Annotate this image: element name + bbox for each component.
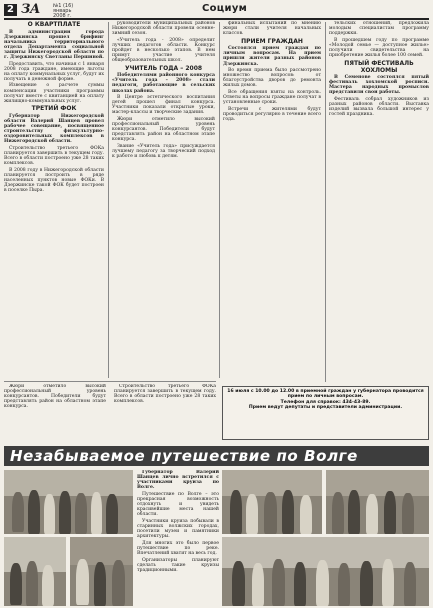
article-paragraph: Строительство третьего ФОКа планируется завершить в текущем году. Всего в области построено уже 28 таких комплексов. bbox=[114, 384, 216, 405]
column-divider bbox=[108, 22, 109, 378]
column-1 bbox=[4, 21, 104, 378]
newspaper-logo: ЗА bbox=[21, 2, 40, 17]
column-3 bbox=[223, 21, 321, 381]
column-4 bbox=[329, 21, 429, 381]
article-title: ПЯТЫЙ ФЕСТИВАЛЬ ХОХЛОМЫ bbox=[344, 59, 414, 74]
article-paragraph: Фестиваль собрал художников из разных районов области. Выставка изделий вызвала большой интерес у гостей праздника. bbox=[329, 97, 429, 118]
photo-meeting bbox=[70, 537, 133, 606]
page-number: 2 bbox=[4, 4, 17, 16]
article-paragraph: Строительство третьего ФОКа планируется завершить в текущем году. Всего в области построено уже 28 таких комплексов. bbox=[4, 145, 104, 167]
photo-deck bbox=[4, 537, 66, 606]
announcement-line: Прием ведут депутаты и представители администрации. bbox=[248, 404, 403, 410]
article-lead: Губернатор Валерий Шанцев лично встретился с участниками круиза по Волге. bbox=[137, 470, 219, 491]
article-paragraph: Во время приема было рассмотрено множество вопросов: от благоустройства дворов до ремонта жилых домов. bbox=[223, 68, 321, 89]
article-paragraph: Звание «Учитель года» присуждается лучшему педагогу за творческий подход к работе и любовь к детям. bbox=[112, 143, 215, 160]
article-lead: Победителями районного конкурса «Учитель года – 2008» стали педагоги, работающие в сельских школах района. bbox=[112, 73, 215, 94]
article-paragraph: Путешествие по Волге – это прекрасная возможность отдохнуть и увидеть красивейшие места нашей области. bbox=[137, 491, 219, 518]
photo-group-wheelchair bbox=[222, 470, 322, 534]
column-divider bbox=[325, 22, 326, 382]
article-paragraph: Предоставить, что начиная с 1 января 2008 года граждане, имеющие льготы на оплату коммунальных услуг, будут их получать в денежной форме. bbox=[4, 61, 104, 82]
article-paragraph: В Центре эстетического воспитания детей прошел финал конкурса. Участники показали открытые уроки, мастер-классы и творческие задания. bbox=[112, 95, 215, 116]
issue-info: №1 (16) январь 2008 г. bbox=[53, 3, 74, 19]
lower-left-text bbox=[4, 384, 216, 442]
article-lead: Состоялся прием граждан по личным вопросам. На прием пришли жители разных районов Дзержинска. bbox=[223, 46, 321, 67]
article-paragraph: руководители муниципальных районов Нижегородской области провели осенне-зимний сезон. bbox=[112, 21, 215, 37]
announcement-box bbox=[222, 386, 429, 440]
feature-banner bbox=[4, 446, 429, 466]
article-title: ПРИЕМ ГРАЖДАН bbox=[241, 37, 303, 45]
section-title: Социум bbox=[202, 3, 248, 14]
photo-deck-group bbox=[222, 537, 429, 606]
page-header bbox=[4, 3, 429, 20]
banner-title: Незабываемое путешествие по Волге bbox=[10, 447, 358, 465]
article-paragraph: В прошедшем году по программе «Молодой семье — доступное жилье» получили свидетельства на приобретение жилья более 100 семей. bbox=[329, 37, 429, 59]
article-lead: Губернатор Нижегородской области Валерий Шанцев провел рабочее совещание, посвященное строительству физкультурно-оздоровительных комплексов в Нижегородской области. bbox=[4, 113, 104, 145]
article-lead: В администрации города Дзержинска прошел брифинг начальника территориального отдела Департамента социальной защиты Нижегородской области по г. Дзержинску Светланы Першиной. bbox=[4, 29, 104, 60]
article-paragraph: В 2008 году в Нижегородской области планируется построить в ряде населенных пунктов новые ФОКи. В Дзержинске такой ФОК будет построен в поселке Пыра. bbox=[4, 167, 104, 194]
article-paragraph: Жюри отметило высокий профессиональный уровень конкурсантов. Победители будут представлять район на областном этапе конкурса. bbox=[112, 117, 215, 143]
article-paragraph: Для многих это было первое путешествие по реке. Впечатлений хватит на весь год. bbox=[137, 540, 219, 556]
photo-group bbox=[4, 470, 133, 534]
section-divider bbox=[4, 381, 216, 382]
announcement-line: 16 июля с 10.00 до 12.00 в приемной граждан у губернатора проводится прием по личным вопросам. bbox=[227, 389, 424, 400]
column-divider bbox=[219, 22, 220, 378]
article-paragraph: «Учитель года - 2008» определит лучших педагогов области. Конкурс пройдет в несколько этапов. В нем примут участие учителя общеобразовательных школ. bbox=[112, 37, 215, 64]
article-paragraph: Жюри отметило высокий профессиональный уровень конкурсантов. Победители будут представлять район на областном этапе конкурса. bbox=[4, 384, 106, 410]
article-paragraph: Все обращения взяты на контроль. Ответы на вопросы граждане получат в установленные сроки. bbox=[223, 90, 321, 106]
article-title: ТРЕТИЙ ФОК bbox=[31, 105, 77, 113]
article-paragraph: тельских отношений, предложила молодым специалистам программу поддержки. bbox=[329, 21, 429, 37]
article-lead: В Семенове состоялся пятый фестиваль хохломской росписи. Мастера народных промыслов представили свои работы. bbox=[329, 75, 429, 96]
article-paragraph: Извещение о расчете суммы компенсации участники программы получат вместе с квитанцией на оплату жилищно-коммунальных услуг. bbox=[4, 83, 104, 104]
article-paragraph: Организаторы планируют сделать такие круизы традиционными. bbox=[137, 557, 219, 573]
photo-crowd bbox=[326, 470, 429, 534]
announcement-line: Телефон для справок: 434-43-89. bbox=[280, 399, 371, 405]
article-title: О КВАРТПЛАТЕ bbox=[27, 21, 81, 28]
article-title: УЧИТЕЛЬ ГОДА – 2008 bbox=[124, 64, 203, 72]
article-paragraph: Участники круиза побывали в старинных волжских городах, посетили музеи и памятники архитектуры. bbox=[137, 518, 219, 540]
article-paragraph: Встречи с жителями будут проводиться регулярно в течение всего года. bbox=[223, 106, 321, 122]
column-2 bbox=[112, 21, 215, 378]
feature-article bbox=[137, 470, 219, 606]
article-paragraph: финальных испытаний по мнению жюри стали учителя начальных классов. bbox=[223, 21, 321, 37]
